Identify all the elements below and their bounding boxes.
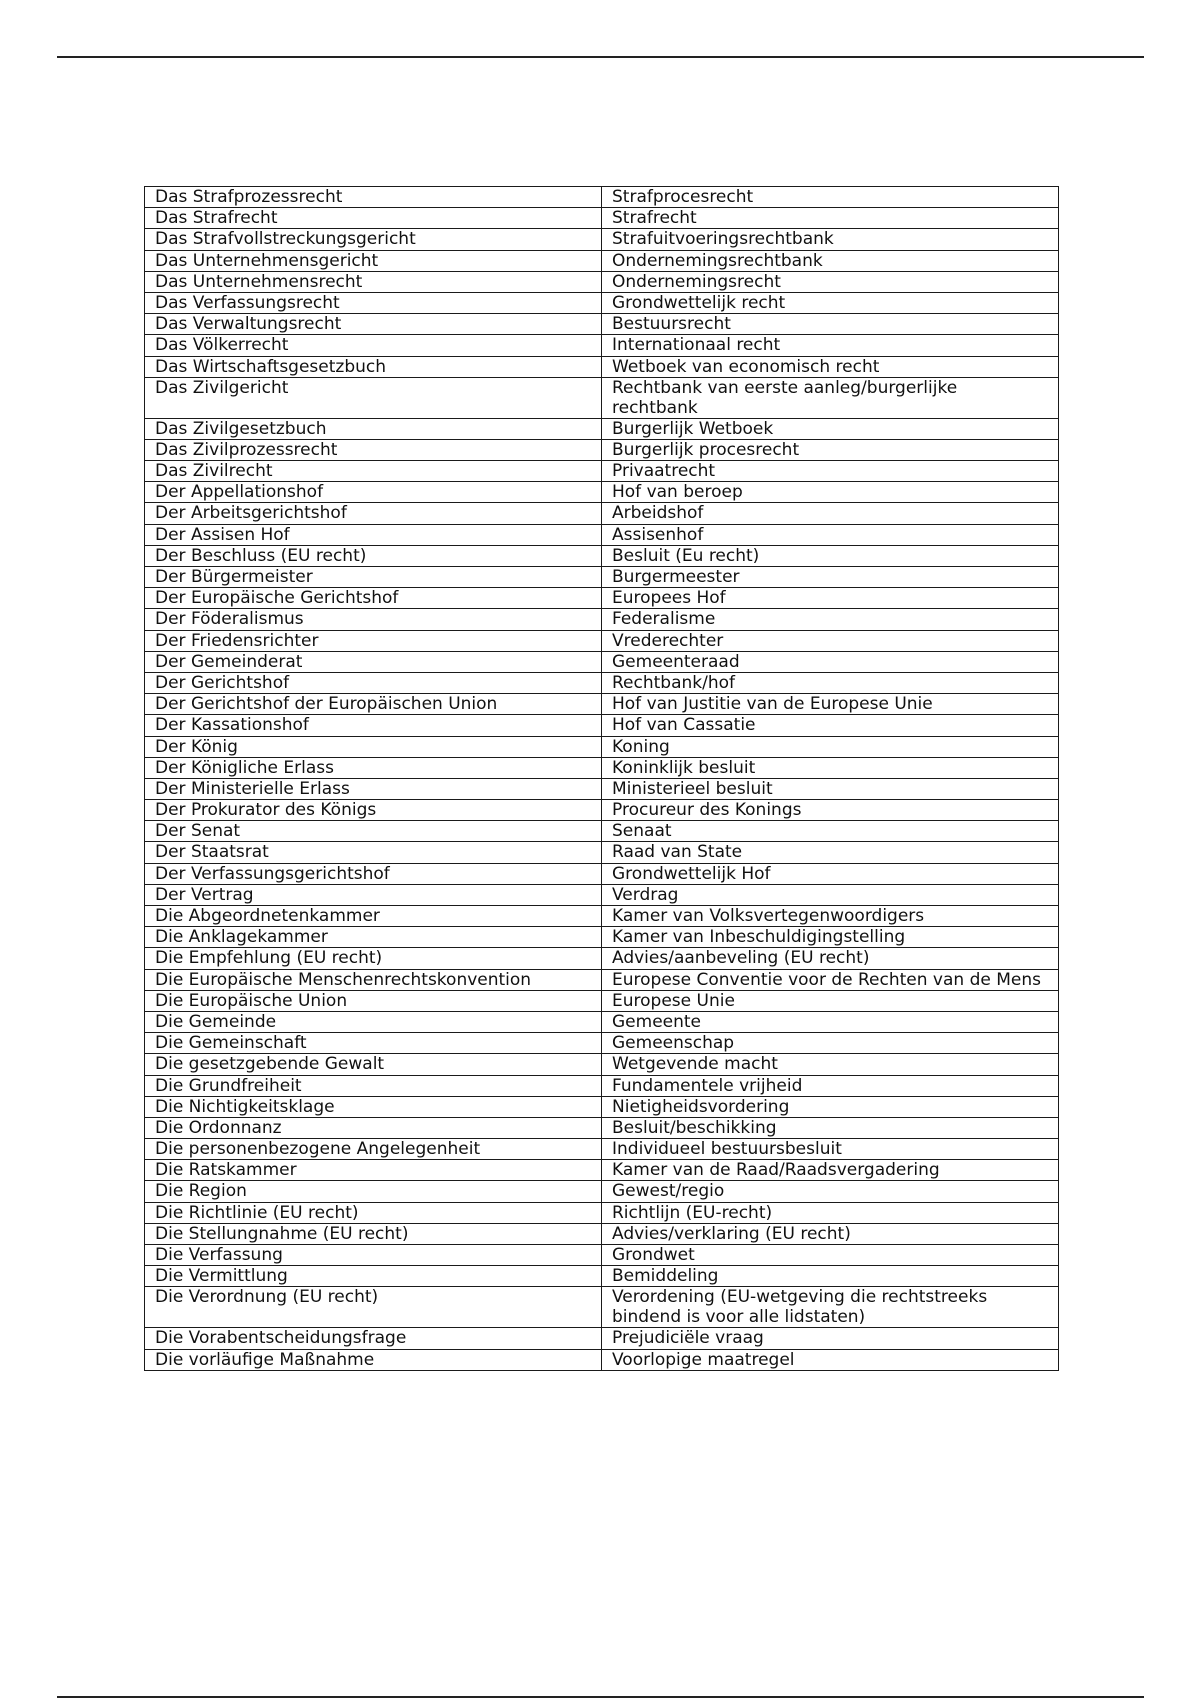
german-term-cell: Der Senat: [145, 821, 602, 842]
german-term-cell: Das Unternehmensrecht: [145, 271, 602, 292]
dutch-term-cell: Gewest/regio: [602, 1181, 1059, 1202]
table-row: [145, 927, 1059, 948]
table-row: [145, 736, 1059, 757]
german-term-cell: Die Gemeinschaft: [145, 1033, 602, 1054]
header-rule: [57, 56, 1144, 58]
dutch-term-cell: Bestuursrecht: [602, 314, 1059, 335]
german-term-cell: Das Strafvollstreckungsgericht: [145, 229, 602, 250]
dutch-term-cell: Gemeenteraad: [602, 651, 1059, 672]
dutch-term-cell: Europese Unie: [602, 990, 1059, 1011]
glossary-body: [145, 187, 1059, 1371]
german-term-cell: Die Europäische Union: [145, 990, 602, 1011]
dutch-term-cell: Bemiddeling: [602, 1266, 1059, 1287]
table-row: [145, 757, 1059, 778]
german-term-cell: Die gesetzgebende Gewalt: [145, 1054, 602, 1075]
dutch-term-cell: Burgermeester: [602, 567, 1059, 588]
dutch-term-cell: Grondwettelijk recht: [602, 292, 1059, 313]
table-row: [145, 588, 1059, 609]
german-term-cell: Der Kassationshof: [145, 715, 602, 736]
dutch-term-cell: Gemeenschap: [602, 1033, 1059, 1054]
german-term-cell: Der Gerichtshof: [145, 672, 602, 693]
table-row: [145, 482, 1059, 503]
dutch-term-cell: Vrederechter: [602, 630, 1059, 651]
table-row: [145, 1287, 1059, 1328]
dutch-term-cell: Privaatrecht: [602, 461, 1059, 482]
german-term-cell: Der Appellationshof: [145, 482, 602, 503]
dutch-term-cell: Verdrag: [602, 884, 1059, 905]
german-term-cell: Die Verordnung (EU recht): [145, 1287, 602, 1328]
table-row: [145, 778, 1059, 799]
table-row: [145, 229, 1059, 250]
german-term-cell: Die Grundfreiheit: [145, 1075, 602, 1096]
german-term-cell: Die Anklagekammer: [145, 927, 602, 948]
table-row: [145, 461, 1059, 482]
german-term-cell: Die Vermittlung: [145, 1266, 602, 1287]
table-row: [145, 418, 1059, 439]
table-row: [145, 1139, 1059, 1160]
german-term-cell: Das Völkerrecht: [145, 335, 602, 356]
dutch-term-cell: Voorlopige maatregel: [602, 1349, 1059, 1370]
table-row: [145, 630, 1059, 651]
table-row: [145, 314, 1059, 335]
german-term-cell: Das Zivilgericht: [145, 377, 602, 418]
german-term-cell: Das Verfassungsrecht: [145, 292, 602, 313]
table-row: [145, 335, 1059, 356]
dutch-term-cell: Individueel bestuursbesluit: [602, 1139, 1059, 1160]
table-row: [145, 1096, 1059, 1117]
dutch-term-cell: Kamer van de Raad/Raadsvergadering: [602, 1160, 1059, 1181]
dutch-term-cell: Ondernemingsrecht: [602, 271, 1059, 292]
german-term-cell: Die Stellungnahme (EU recht): [145, 1223, 602, 1244]
german-term-cell: Das Zivilrecht: [145, 461, 602, 482]
german-term-cell: Das Unternehmensgericht: [145, 250, 602, 271]
dutch-term-cell: Burgerlijk procesrecht: [602, 439, 1059, 460]
table-row: [145, 1181, 1059, 1202]
dutch-term-cell: Advies/verklaring (EU recht): [602, 1223, 1059, 1244]
german-term-cell: Die Europäische Menschenrechtskonvention: [145, 969, 602, 990]
dutch-term-cell: Senaat: [602, 821, 1059, 842]
table-row: [145, 906, 1059, 927]
table-row: [145, 524, 1059, 545]
german-term-cell: Der Ministerielle Erlass: [145, 778, 602, 799]
table-row: [145, 292, 1059, 313]
dutch-term-cell: Europees Hof: [602, 588, 1059, 609]
german-term-cell: Das Verwaltungsrecht: [145, 314, 602, 335]
german-term-cell: Der Gerichtshof der Europäischen Union: [145, 694, 602, 715]
german-term-cell: Die personenbezogene Angelegenheit: [145, 1139, 602, 1160]
german-term-cell: Der Arbeitsgerichtshof: [145, 503, 602, 524]
dutch-term-cell: Grondwet: [602, 1245, 1059, 1266]
dutch-term-cell: Besluit/beschikking: [602, 1117, 1059, 1138]
dutch-term-cell: Grondwettelijk Hof: [602, 863, 1059, 884]
table-row: [145, 567, 1059, 588]
german-term-cell: Die Gemeinde: [145, 1011, 602, 1032]
table-row: [145, 884, 1059, 905]
table-row: [145, 250, 1059, 271]
german-term-cell: Der König: [145, 736, 602, 757]
dutch-term-cell: Europese Conventie voor de Rechten van de Mens: [602, 969, 1059, 990]
table-row: [145, 1011, 1059, 1032]
table-row: [145, 503, 1059, 524]
table-row: [145, 948, 1059, 969]
table-row: [145, 694, 1059, 715]
german-term-cell: Der Prokurator des Königs: [145, 800, 602, 821]
dutch-term-cell: Strafuitvoeringsrechtbank: [602, 229, 1059, 250]
dutch-term-cell: Burgerlijk Wetboek: [602, 418, 1059, 439]
table-row: [145, 1223, 1059, 1244]
table-row: [145, 1033, 1059, 1054]
table-row: [145, 1266, 1059, 1287]
german-term-cell: Die Ordonnanz: [145, 1117, 602, 1138]
table-row: [145, 672, 1059, 693]
table-row: [145, 208, 1059, 229]
german-term-cell: Das Zivilprozessrecht: [145, 439, 602, 460]
table-row: [145, 271, 1059, 292]
german-term-cell: Die Verfassung: [145, 1245, 602, 1266]
footer-rule: [57, 1696, 1144, 1698]
dutch-term-cell: Ondernemingsrechtbank: [602, 250, 1059, 271]
table-row: [145, 377, 1059, 418]
table-row: [145, 715, 1059, 736]
german-term-cell: Der Föderalismus: [145, 609, 602, 630]
dutch-term-cell: Ministerieel besluit: [602, 778, 1059, 799]
table-row: [145, 821, 1059, 842]
german-term-cell: Der Assisen Hof: [145, 524, 602, 545]
dutch-term-cell: Strafprocesrecht: [602, 187, 1059, 208]
german-term-cell: Der Königliche Erlass: [145, 757, 602, 778]
dutch-term-cell: Koning: [602, 736, 1059, 757]
german-term-cell: Die Nichtigkeitsklage: [145, 1096, 602, 1117]
dutch-term-cell: Hof van Cassatie: [602, 715, 1059, 736]
glossary-table: [144, 186, 1059, 1371]
german-term-cell: Die Region: [145, 1181, 602, 1202]
dutch-term-cell: Rechtbank/hof: [602, 672, 1059, 693]
dutch-term-cell: Strafrecht: [602, 208, 1059, 229]
dutch-term-cell: Wetgevende macht: [602, 1054, 1059, 1075]
dutch-term-cell: Hof van beroep: [602, 482, 1059, 503]
dutch-term-cell: Hof van Justitie van de Europese Unie: [602, 694, 1059, 715]
table-row: [145, 1328, 1059, 1349]
table-row: [145, 1075, 1059, 1096]
table-row: [145, 356, 1059, 377]
dutch-term-cell: Verordening (EU-wetgeving die rechtstreeks bindend is voor alle lidstaten): [602, 1287, 1059, 1328]
table-row: [145, 1349, 1059, 1370]
dutch-term-cell: Arbeidshof: [602, 503, 1059, 524]
table-row: [145, 651, 1059, 672]
dutch-term-cell: Procureur des Konings: [602, 800, 1059, 821]
german-term-cell: Der Bürgermeister: [145, 567, 602, 588]
table-row: [145, 609, 1059, 630]
german-term-cell: Das Zivilgesetzbuch: [145, 418, 602, 439]
german-term-cell: Der Beschluss (EU recht): [145, 545, 602, 566]
dutch-term-cell: Rechtbank van eerste aanleg/burgerlijke rechtbank: [602, 377, 1059, 418]
dutch-term-cell: Besluit (Eu recht): [602, 545, 1059, 566]
table-row: [145, 969, 1059, 990]
dutch-term-cell: Assisenhof: [602, 524, 1059, 545]
german-term-cell: Der Vertrag: [145, 884, 602, 905]
dutch-term-cell: Wetboek van economisch recht: [602, 356, 1059, 377]
table-row: [145, 1054, 1059, 1075]
table-row: [145, 545, 1059, 566]
dutch-term-cell: Fundamentele vrijheid: [602, 1075, 1059, 1096]
german-term-cell: Das Wirtschaftsgesetzbuch: [145, 356, 602, 377]
dutch-term-cell: Internationaal recht: [602, 335, 1059, 356]
table-row: [145, 842, 1059, 863]
german-term-cell: Der Verfassungsgerichtshof: [145, 863, 602, 884]
table-row: [145, 800, 1059, 821]
table-row: [145, 1202, 1059, 1223]
dutch-term-cell: Gemeente: [602, 1011, 1059, 1032]
dutch-term-cell: Kamer van Inbeschuldigingstelling: [602, 927, 1059, 948]
table-row: [145, 187, 1059, 208]
dutch-term-cell: Federalisme: [602, 609, 1059, 630]
dutch-term-cell: Prejudiciële vraag: [602, 1328, 1059, 1349]
german-term-cell: Die Richtlinie (EU recht): [145, 1202, 602, 1223]
dutch-term-cell: Richtlijn (EU-recht): [602, 1202, 1059, 1223]
german-term-cell: Der Gemeinderat: [145, 651, 602, 672]
dutch-term-cell: Advies/aanbeveling (EU recht): [602, 948, 1059, 969]
table-row: [145, 1245, 1059, 1266]
german-term-cell: Der Europäische Gerichtshof: [145, 588, 602, 609]
german-term-cell: Der Staatsrat: [145, 842, 602, 863]
german-term-cell: Die Abgeordnetenkammer: [145, 906, 602, 927]
german-term-cell: Die Vorabentscheidungsfrage: [145, 1328, 602, 1349]
table-row: [145, 990, 1059, 1011]
german-term-cell: Die Empfehlung (EU recht): [145, 948, 602, 969]
dutch-term-cell: Nietigheidsvordering: [602, 1096, 1059, 1117]
german-term-cell: Das Strafprozessrecht: [145, 187, 602, 208]
german-term-cell: Die vorläufige Maßnahme: [145, 1349, 602, 1370]
german-term-cell: Das Strafrecht: [145, 208, 602, 229]
dutch-term-cell: Raad van State: [602, 842, 1059, 863]
table-row: [145, 439, 1059, 460]
dutch-term-cell: Koninklijk besluit: [602, 757, 1059, 778]
german-term-cell: Die Ratskammer: [145, 1160, 602, 1181]
german-term-cell: Der Friedensrichter: [145, 630, 602, 651]
dutch-term-cell: Kamer van Volksvertegenwoordigers: [602, 906, 1059, 927]
table-row: [145, 1160, 1059, 1181]
table-row: [145, 863, 1059, 884]
table-row: [145, 1117, 1059, 1138]
